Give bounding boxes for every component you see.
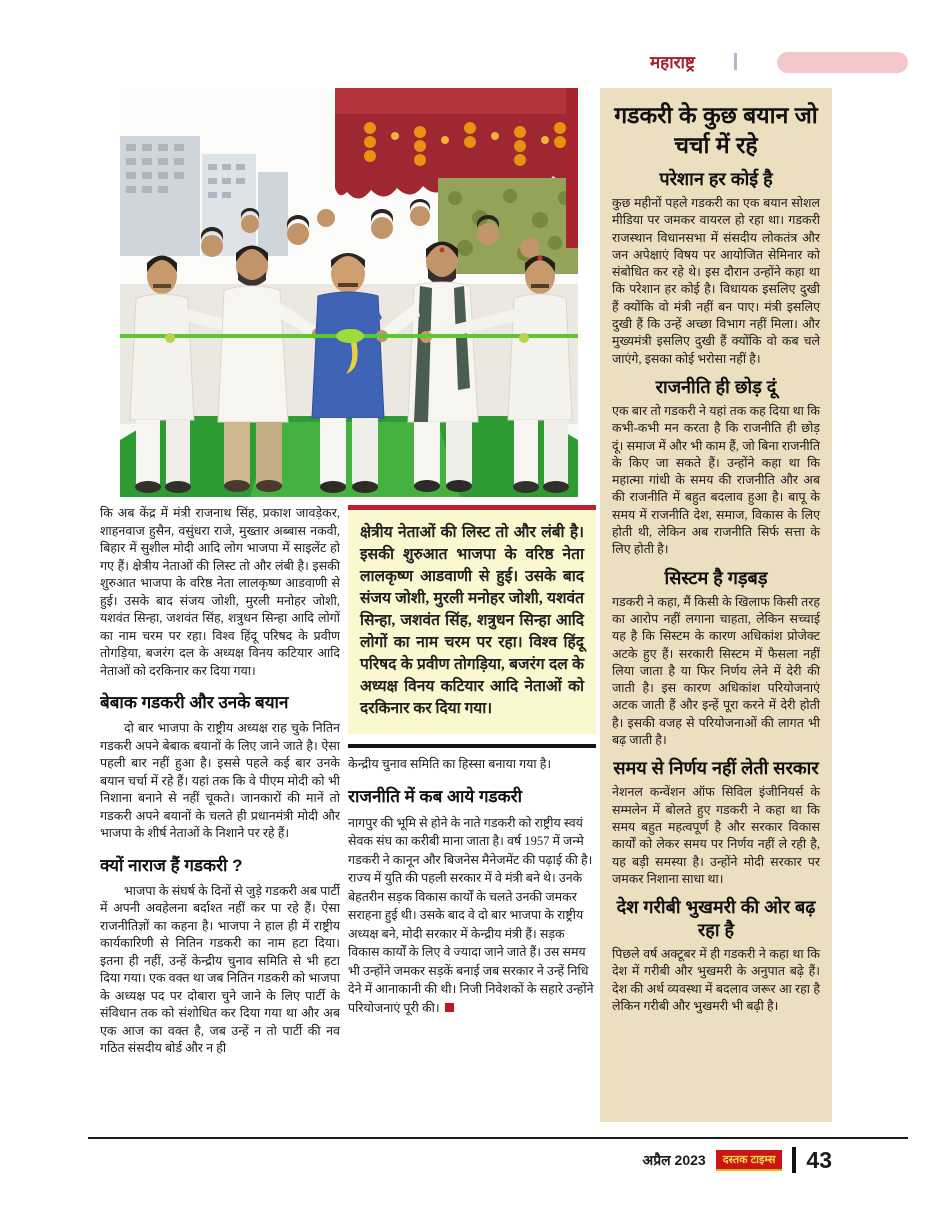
ribbon-bow — [336, 329, 364, 343]
ceremony-photo — [120, 88, 578, 497]
sidebar-paragraph: कुछ महीनों पहले गडकरी का एक बयान सोशल मीडिया पर जमकर वायरल हो रहा था। गडकरी राजस्थान विधानसभा में संसदीय लोकतंत्र और जन अपेक्षाएं विषय पर आयोजित सेमिनार को संबोधित कर रहे थे। इस दौरान उन्होंने कहा था कि परेशान हर कोई है। विधायक इसलिए दुखी हैं क्योंकि वो मंत्री नहीं बन पाए। मंत्री इसलिए दुखी हैं कि उन्हें अच्छा विभाग नहीं मिला। और मुख्यमंत्री इसलिए दुखी हैं क्योंकि वो कब चले जाएंगे, इसका कोई भरोसा नहीं है। — [612, 196, 820, 366]
footer — [560, 1146, 832, 1174]
masthead-divider — [734, 53, 737, 70]
sidebar-heading-system-gadbad: सिस्टम है गड़बड़ — [664, 567, 768, 588]
side-banner — [566, 88, 578, 248]
page-number: 43 — [806, 1146, 832, 1173]
footer-rule — [88, 1137, 908, 1139]
subheading-rajniti-kab: राजनीति में कब आये गडकरी — [348, 786, 523, 806]
sidebar-title: गडकरी के कुछ बयान जो चर्चा में रहे — [614, 102, 818, 158]
subheading-kyon-naraj: क्यों नाराज हैं गडकरी ? — [100, 855, 243, 875]
article-paragraph: भाजपा के संघर्ष के दिनों से जुड़े गडकरी अब पार्टी में अपनी अवहेलना बर्दाश्त नहीं कर पा रहे हैं। ऐसा राजनीतिज्ञों का कहना है। भाजपा ने हाल ही में राष्ट्रीय कार्यकारिणी से नितिन गडकरी का नाम हटा दिया। इतना ही नहीं, उन्हें केन्द्रीय चुनाव समिति से भी हटा दिया गया। एक वक्त था जब नितिन गडकरी को भाजपा के अध्यक्ष पद पर दोबारा चुने जाने के लिए पार्टी के संविधान तक को संशोधित कर दिया गया था और अब एक आज का वक्त है, जब उन्हें न तो पार्टी की नव गठित संसदीय बोर्ड और न ही — [100, 883, 340, 1055]
article-end-mark — [445, 1003, 454, 1012]
article-middle-column — [348, 505, 596, 1139]
article-paragraph: दो बार भाजपा के राष्ट्रीय अध्यक्ष राह चुके नितिन गडकरी अपने बेबाक बयानों के लिए जाने जाते है। ऐसा पहली बार नहीं हुआ है। इससे पहले कई बार उनके बयान चर्चा में रहे हैं। यहां तक कि वे पीएम मोदी को भी निशाना बनाने से नहीं चूकते। जानकारों की मानें तो गडकरी अपने बयानों के चलते ही प्रधानमंत्री मोदी और भाजपा के शीर्ष नेताओं के निशाने पर रहे हैं। — [100, 721, 340, 840]
region-label: महाराष्ट्र — [650, 53, 695, 72]
sidebar-paragraph: गडकरी ने कहा, मैं किसी के खिलाफ किसी तरह का आरोप नहीं लगाना चाहता, लेकिन सच्चाई यह है कि सिस्टम के कारण अधिकांश प्रोजेक्ट अटके हुए हैं। सरकारी सिस्टम में फैसला नहीं लिया जाता है या फिर निर्णय लेने में देरी की जाती है। इस कारण अधिकांश परियोजनाएं अटक जाती हैं और इन्हें पूरा करने में देरी होती है। इसकी वजह से परियोजनाओं की लागत भी बढ़ जाती है। — [612, 594, 820, 748]
sidebar-heading-pareshan: परेशान हर कोई है — [659, 169, 773, 189]
masthead-pill — [777, 52, 908, 73]
footer-issue-date: अप्रैल 2023 — [642, 1151, 706, 1168]
sidebar-statements-box — [600, 88, 832, 1122]
ceremony-photo-illustration — [120, 88, 578, 497]
sidebar-heading-rajniti-chhod: राजनीति ही छोड़ दूं — [655, 376, 777, 397]
article-paragraph: केन्द्रीय चुनाव समिति का हिस्सा बनाया गया है। — [348, 757, 552, 771]
article-paragraph: नागपुर की भूमि से होने के नाते गडकरी को राष्ट्रीय स्वयं सेवक संघ का करीबी माना जाता है। वर्ष 1957 में जन्मे गडकरी ने कानून और बिजनेस मैनेजमेंट की पढ़ाई की है। राज्य में युति की पहली सरकार में वे मंत्री बने थे। उनके बेहतरीन सड़क विकास कार्यों के चलते उनकी जमकर सराहना हुई थी। उसके बाद वे दो बार भाजपा के राष्ट्रीय अध्यक्ष बने, मोदी सरकार में केन्द्रीय मंत्री हैं। सड़क विकास कार्यों के लिए वे ज्यादा जाने जाते हैं। उस समय भी उन्होंने जमकर सड़कें बनाई जब सरकार ने उन्हें निधि देने में आनाकानी की थी। निजी निवेशकों के सहारे उन्होंने परियोजनाएं पूरी की। — [348, 815, 594, 1015]
pull-quote-text: क्षेत्रीय नेताओं की लिस्ट तो और लंबी है। इसकी शुरुआत भाजपा के वरिष्ठ नेता लालकृष्ण आडवाणी से हुई। उसके बाद संजय जोशी, मुरली मनोहर जोशी, यशवंत सिन्हा, जशवंत सिंह, शत्रुधन सिन्हा आदि लोगों का नाम चरम पर रहा। विश्व हिंदू परिषद के प्रवीण तोगड़िया, बजरंग दल के अध्यक्ष विनय कटियार आदि नेताओं को दरकिनार कर दिया गया। — [360, 524, 584, 717]
sidebar-paragraph: एक बार तो गडकरी ने यहां तक कह दिया था कि कभी-कभी मन करता है कि राजनीति ही छोड़ दूं। समाज में और भी काम हैं, जो बिना राजनीति के किए जा सकते हैं। उन्होंने कहा था कि महात्मा गांधी के समय की राजनीति और अब की राजनीति में बहुत बदलाव हुआ है। बापू के समय में राजनीति देश, समाज, विकास के लिए होती थी, लेकिन अब राजनीति सिर्फ सत्ता के लिए होती है। — [612, 403, 820, 557]
sidebar-paragraph: नेशनल कन्वेंशन ऑफ सिविल इंजीनियर्स के सम्मलेन में बोलते हुए गडकरी ने कहा था कि समय बहुत महत्वपूर्ण है और सरकार विकास कार्यों को लेकर समय पर निर्णय नहीं ले रही है, यह बड़ी समस्या है। उन्होंने मोदी सरकार पर जमकर निशाना साधा था। — [612, 785, 820, 886]
magazine-logo: दस्तक टाइम्स — [716, 1150, 783, 1171]
quote-bottom-rule — [348, 744, 596, 748]
footer-divider — [792, 1147, 796, 1173]
article-paragraph: कि अब केंद्र में मंत्री राजनाथ सिंह, प्रकाश जावड़ेकर, शाहनवाज हुसैन, वसुंधरा राजे, मुख्तार अब्बास नकवी, बिहार में सुशील मोदी आदि लोग भाजपा में साइलेंट हो गए हैं। क्षेत्रीय नेताओं की लिस्ट तो और लंबी है। इसकी शुरुआत भाजपा के वरिष्ठ नेता लालकृष्ण आडवाणी से हुई। उसके बाद संजय जोशी, मुरली मनोहर जोशी, यशवंत सिन्हा, जशवंत सिंह, शत्रुधन सिन्हा आदि लोगों का नाम चरम पर रहा। विश्व हिंदू परिषद के प्रवीण तोगड़िया, बजरंग दल के अध्यक्ष विनय कटियार आदि नेताओं को दरकिनार कर दिया गया। — [100, 506, 340, 678]
subheading-bebaak-gadkari: बेबाक गडकरी और उनके बयान — [100, 693, 289, 712]
pull-quote-box — [348, 510, 596, 734]
foliage-backdrop — [438, 178, 578, 274]
sidebar-paragraph: पिछले वर्ष अक्टूबर में ही गडकरी ने कहा था कि देश में गरीबी और भुखमरी के अनुपात बढ़े हैं। देश की अर्थ व्यवस्था में बदलाव जरूर आ रहा है लेकिन गरीबी और भुखमरी भी बढ़ी है। — [612, 947, 820, 1013]
sidebar-heading-garibi-bhukhmari: देश गरीबी भुखमरी की ओर बढ़ रहा है — [616, 897, 816, 941]
article-left-column — [100, 505, 340, 1139]
sidebar-heading-samay-nirnay: समय से निर्णय नहीं लेती सरकार — [613, 758, 819, 779]
